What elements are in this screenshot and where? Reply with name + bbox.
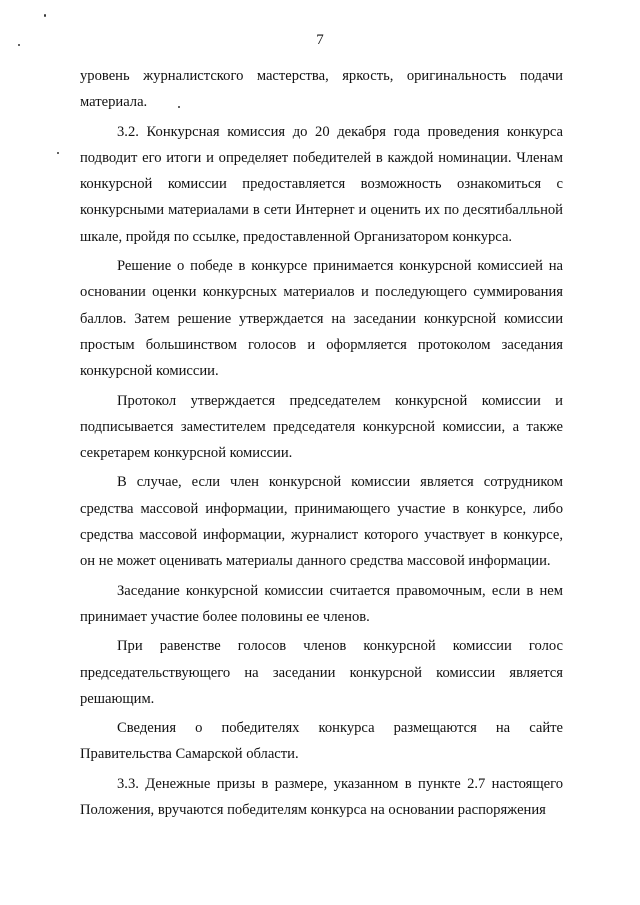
paragraph-tie-vote: При равенстве голосов членов конкурсной комиссии голос председательствующего на заседании конкурсной комиссии является решающим. <box>80 638 563 707</box>
paragraph-winner-decision: Решение о победе в конкурсе принимается конкурсной комиссией на основании оценки конкурсных материалов и последующего суммирования баллов. Затем решение утверждается на заседании конкурсной комиссии простым большинством голосов и оформляется протоколом заседания конкурсной комиссии. <box>80 258 563 380</box>
paragraph-3-3-prizes: 3.3. Денежные призы в размере, указанном в пункте 2.7 настоящего Положения, вручаются победителям конкурса на основании распоряжения <box>80 775 563 819</box>
page-number: 7 <box>316 32 324 48</box>
paragraph-winners-publication: Сведения о победителях конкурса размещаются на сайте Правительства Самарской области. <box>80 720 563 763</box>
paragraph-3-2-commission-results: 3.2. Конкурсная комиссия до 20 декабря года проведения конкурса подводит его итоги и определяет победителей в каждой номинации. Членам конкурсной комиссии предоставляется возможность ознакомиться с конкурсными материалами в сети Интернет и оценить их по десятибалльной шкале, пройдя по ссылке, предоставленной Организатором конкурса. <box>80 123 563 245</box>
scan-speck <box>57 152 59 154</box>
paragraph-criteria-continuation: уровень журналистского мастерства, яркость, оригинальность подачи материала. <box>80 68 563 111</box>
paragraph-quorum: Заседание конкурсной комиссии считается правомочным, если в нем принимает участие более половины ее членов. <box>80 582 563 625</box>
paragraph-protocol-approval: Протокол утверждается председателем конкурсной комиссии и подписывается заместителем председателя конкурсной комиссии, а также секретарем конкурсной комиссии. <box>80 392 563 462</box>
paragraph-conflict-of-interest: В случае, если член конкурсной комиссии является сотрудником средства массовой информации, принимающего участие в конкурсе, либо средства массовой информации, журналист которого участвует в конкурсе, он не может оценивать материалы данного средства массовой информации. <box>80 474 563 570</box>
document-body <box>80 63 563 823</box>
scan-speck <box>44 14 46 17</box>
